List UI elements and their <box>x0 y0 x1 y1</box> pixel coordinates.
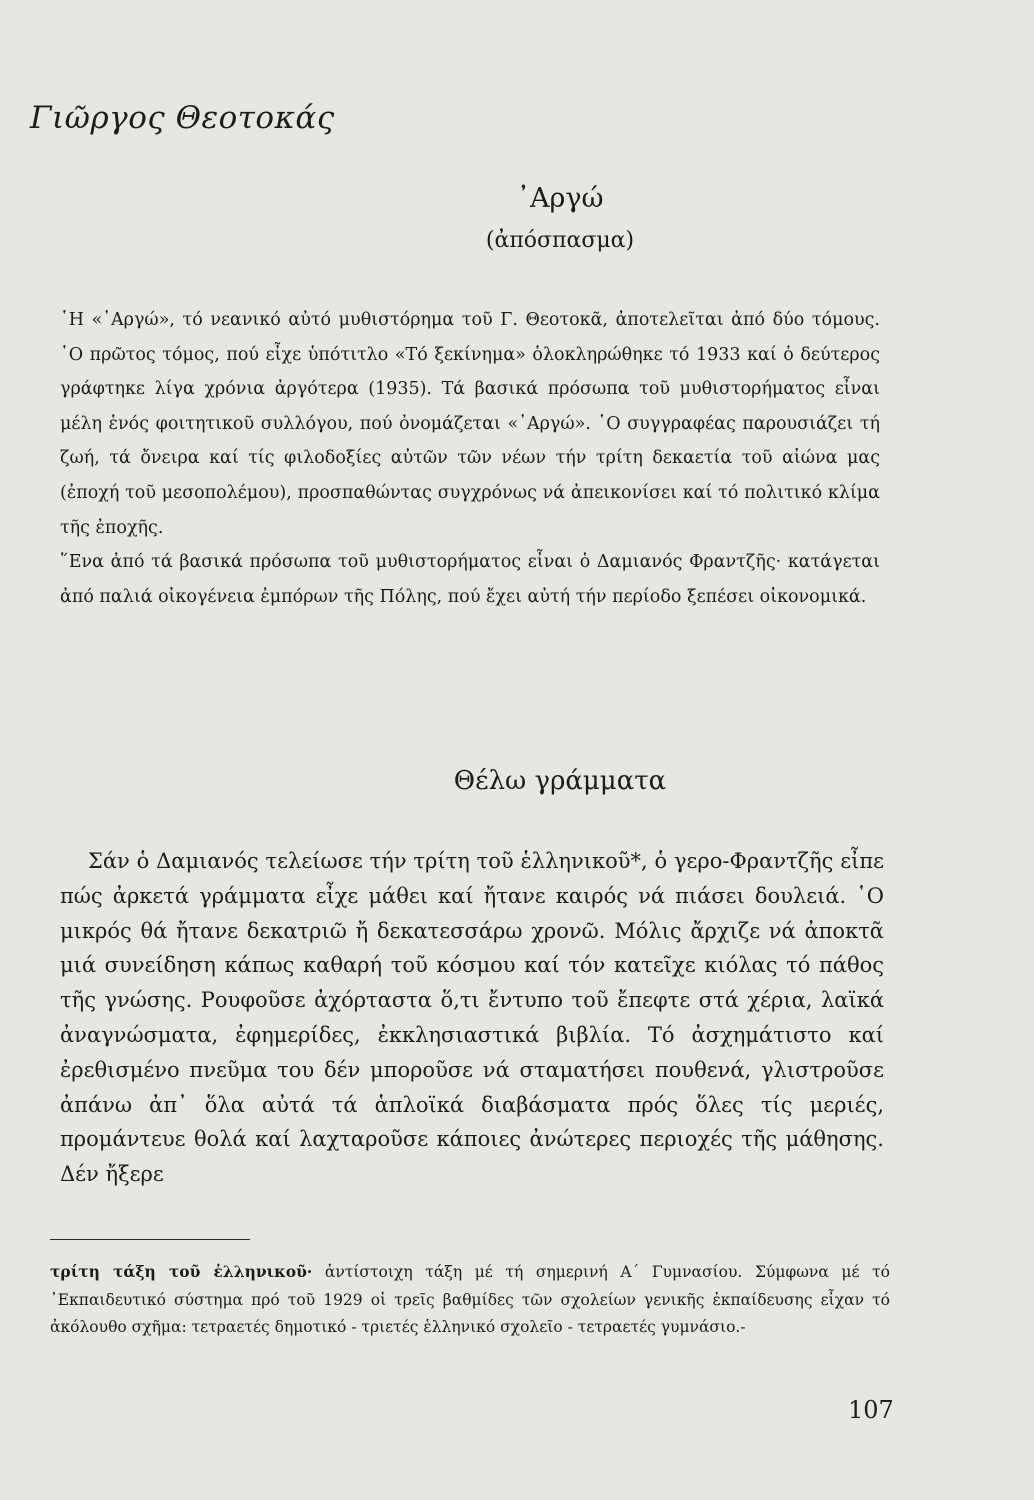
section-title: Θέλω γράμματα <box>453 766 667 796</box>
footnote-term: τρίτη τάξη τοῦ ἑλληνικοῦ· <box>50 1262 313 1281</box>
excerpt-body <box>60 844 884 1192</box>
page-number: 107 <box>848 1396 894 1424</box>
body-paragraph: Σάν ὁ Δαμιανός τελείωσε τήν τρίτη τοῦ ἑλληνικοῦ*, ὁ γερο-Φραντζῆς εἶπε πώς ἀρκετά γράμματα εἶχε μάθει καί ἤτανε καιρός νά πιάσει δουλειά. ῾Ο μικρός θά ἤτανε δεκατριῶ ἤ δεκατεσσάρω χρονῶ. Μόλις ἄρχιζε νά ἀποκτᾶ μιά συνείδηση κάπως καθαρή τοῦ κόσμου καί τόν κατεῖχε κιόλας τό πάθος τῆς γνώσης. Ρουφοῦσε ἀχόρταστα ὅ,τι ἔντυπο τοῦ ἔπεφτε στά χέρια, λαϊκά ἀναγνώσματα, ἐφημερίδες, ἐκκλησιαστικά βιβλία. Τό ἀσχημάτιστο καί ἐρεθισμένο πνεῦμα του δέν μποροῦσε νά σταματήσει πουθενά, γλιστροῦσε ἀπάνω ἀπ᾿ ὅλα αὐτά τά ἁπλοϊκά διαβάσματα πρός ὅλες τίς μεριές, προμάντευε θολά καί λαχταροῦσε κάποιες ἀνώτερες περιοχές τῆς μάθησης. Δέν ἤξερε <box>60 849 884 1187</box>
introduction <box>60 303 880 614</box>
work-subtitle: (ἀπόσπασμα) <box>485 228 635 253</box>
footnote-text: ἀντίστοιχη τάξη μέ τή σημερινή Α΄ Γυμνασίου. Σύμφωνα μέ τό ᾿Εκπαιδευτικό σύστημα πρό τοῦ 1929 οἱ τρεῖς βαθμίδες τῶν σχολείων γενικῆς ἐκπαίδευσης εἶχαν τό ἀκόλουθο σχῆμα: τετραετές δημοτικό - τριετές ἑλληνικό σχολεῖο - τετραετές γυμνάσιο.- <box>50 1263 890 1336</box>
intro-paragraph: ῞Ενα ἀπό τά βασικά πρόσωπα τοῦ μυθιστορήματος εἶναι ὁ Δαμιανός Φραντζῆς· κατάγεται ἀπό παλιά οἰκογένεια ἐμπόρων τῆς Πόλης, πού ἔχει αὐτή τήν περίοδο ξεπέσει οἰκονομικά. <box>60 552 880 607</box>
work-title: ᾿Αργώ <box>516 183 604 214</box>
author-name: Γιῶργος Θεοτοκάς <box>30 100 335 136</box>
footnote <box>50 1258 890 1342</box>
intro-paragraph: ῾Η «᾿Αργώ», τό νεανικό αὐτό μυθιστόρημα τοῦ Γ. Θεοτοκᾶ, ἀποτελεῖται ἀπό δύο τόμους. ῾Ο πρῶτος τόμος, πού εἶχε ὑπότιτλο «Τό ξεκίνημα» ὁλοκληρώθηκε τό 1933 καί ὁ δεύτερος γράφτηκε λίγα χρόνια ἀργότερα (1935). Τά βασικά πρόσωπα τοῦ μυθιστορήματος εἶναι μέλη ἑνός φοιτητικοῦ συλλόγου, πού ὀνομάζεται «᾿Αργώ». ῾Ο συγγραφέας παρουσιάζει τή ζωή, τά ὄνειρα καί τίς φιλοδοξίες αὐτῶν τῶν νέων τήν τρίτη δεκαετία τοῦ αἰώνα μας (ἐποχή τοῦ μεσοπολέμου), προσπαθώντας συγχρόνως νά ἀπεικονίσει καί τό πολιτικό κλίμα τῆς ἐποχῆς. <box>60 310 880 538</box>
footnote-divider <box>50 1239 250 1240</box>
